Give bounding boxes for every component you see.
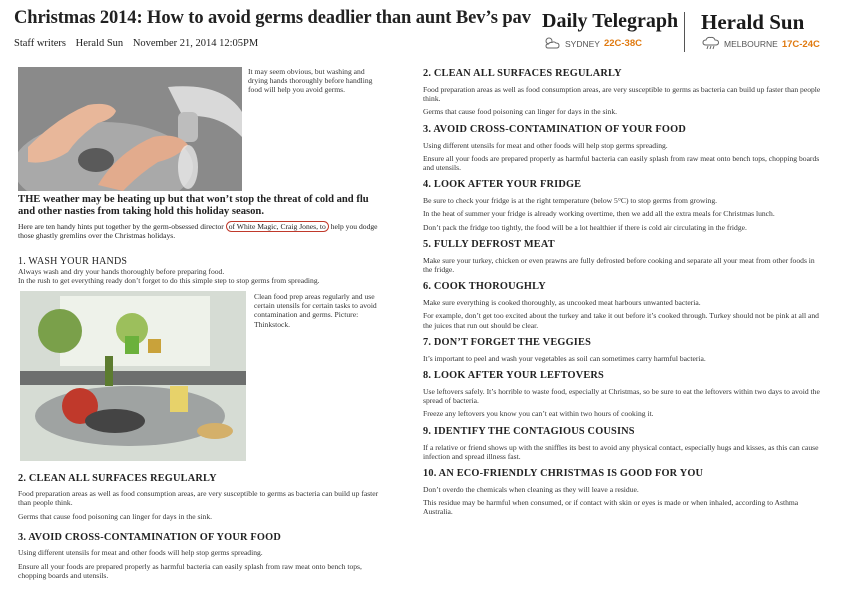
tip-paragraph: Freeze any leftovers you know you can’t eat within two hours of cooking it. bbox=[423, 409, 654, 419]
tip-paragraph: Be sure to check your fridge is at the right temperature (below 5°C) to stop germs from growing. bbox=[423, 196, 718, 206]
melbourne-label: MELBOURNE bbox=[724, 39, 778, 49]
cross-contamination-para-2: Ensure all your foods are prepared properly as harmful bacteria can easily splash from raw meat onto bench tops, chopping boards and utensils. bbox=[18, 562, 362, 581]
rain-cloud-icon bbox=[702, 36, 720, 52]
tip-paragraph: Don’t overdo the chemicals when cleaning as they will leave a residue. bbox=[423, 485, 639, 495]
heading-clean-surfaces: 2. CLEAN ALL SURFACES REGULARLY bbox=[18, 473, 217, 484]
tip-paragraph: Ensure all your foods are prepared properly as harmful bacteria can easily splash from raw meat onto bench tops, chopping boards and utensils. bbox=[423, 153, 820, 173]
tip-section bbox=[423, 239, 823, 274]
tip-heading: 2. CLEAN ALL SURFACES REGULARLY bbox=[423, 68, 622, 79]
tip-paragraph: Don’t pack the fridge too tightly, the food will be a lot healthier if there is cold air circulating in the fridge. bbox=[423, 222, 747, 232]
byline-author: Staff writers bbox=[14, 38, 67, 49]
herald-sun-logo[interactable]: Herald Sun bbox=[701, 10, 805, 34]
tip-section bbox=[423, 281, 823, 330]
tip-paragraph: Germs that cause food poisoning can linger for days in the sink. bbox=[423, 107, 618, 117]
tip-paragraph: Make sure everything is cooked thoroughly, as uncooked meat harbours unwanted bacteria. bbox=[423, 298, 701, 308]
page-title: Christmas 2014: How to avoid germs deadlier than aunt Bev’s pav bbox=[14, 8, 531, 28]
tip-paragraph: Make sure your turkey, chicken or even prawns are fully defrosted before cooking and separate all your meat from other foods in the fridge. bbox=[423, 255, 815, 275]
intro-text-start: Here are ten handy hints put together by the germ-obsessed director bbox=[18, 222, 226, 231]
melbourne-temp: 17C-24C bbox=[781, 38, 820, 50]
tip-paragraph: Use leftovers safely. It’s horrible to waste food, especially at Christmas, so be sure to eat the leftovers within two days to avoid the spread of bacteria. bbox=[423, 387, 820, 406]
intro-text-end: help you dodge those ghastly gremlins over the Christmas holidays. bbox=[18, 222, 378, 241]
tip-section bbox=[423, 370, 823, 419]
sydney-label: SYDNEY bbox=[565, 38, 600, 49]
wash-hands-para-2: In the rush to get everything ready don’t forget to do this simple step to stop germs from spreading. bbox=[18, 276, 320, 285]
tip-paragraph: It’s important to peel and wash your vegetables as soil can sometimes carry harmful bacteria. bbox=[423, 353, 706, 363]
tip-heading: 10. AN ECO-FRIENDLY CHRISTMAS IS GOOD FOR YOU bbox=[423, 468, 704, 480]
tip-section bbox=[423, 337, 823, 363]
intro-paragraph bbox=[18, 222, 388, 241]
clean-surfaces-para-1: Food preparation areas as well as food consumption areas, are very susceptible to germs as bacteria can build up faster than people think. bbox=[18, 489, 379, 508]
sydney-temp: 22C-38C bbox=[603, 38, 642, 49]
sun-cloud-icon bbox=[543, 36, 561, 51]
right-column bbox=[423, 68, 823, 524]
brand-divider bbox=[684, 12, 685, 52]
heading-wash-hands: 1. WASH YOUR HANDS bbox=[18, 256, 128, 267]
tip-paragraph: For example, don’t get too excited about the turkey and take it out before it’s cooked through. Turkey should not be pink at all and the juices that run out should be clear. bbox=[423, 311, 819, 330]
white-magic-highlight: of White Magic, Craig Jones, to bbox=[226, 221, 329, 232]
tip-section bbox=[423, 124, 823, 173]
tip-paragraph: Food preparation areas as well as food consumption areas, are very susceptible to germs as bacteria can build up faster than people think. bbox=[423, 85, 821, 104]
tip-heading: 9. IDENTIFY THE CONTAGIOUS COUSINS bbox=[423, 425, 635, 437]
tip-heading: 8. LOOK AFTER YOUR LEFTOVERS bbox=[423, 370, 604, 382]
weather-melbourne bbox=[702, 36, 820, 52]
byline-publication: Herald Sun bbox=[75, 38, 124, 49]
heading-cross-contamination: 3. AVOID CROSS-CONTAMINATION OF YOUR FOOD bbox=[18, 532, 281, 543]
tip-heading: 7. DON’T FORGET THE VEGGIES bbox=[423, 336, 592, 348]
weather-sydney bbox=[543, 36, 642, 51]
hands-washing-photo bbox=[18, 67, 242, 191]
kitchen-sink-photo bbox=[20, 291, 246, 461]
tip-heading: 4. LOOK AFTER YOUR FRIDGE bbox=[423, 179, 582, 191]
tip-section bbox=[423, 426, 823, 461]
cross-contamination-para-1: Using different utensils for meat and other foods will help stop germs spreading. bbox=[18, 548, 263, 557]
tip-section bbox=[423, 68, 823, 117]
wash-hands-para-1: Always wash and dry your hands thoroughly before preparing food. bbox=[18, 267, 225, 276]
tip-paragraph: Using different utensils for meat and other foods will help stop germs spreading. bbox=[423, 140, 668, 150]
clean-surfaces-para-2: Germs that cause food poisoning can linger for days in the sink. bbox=[18, 512, 213, 521]
tip-section bbox=[423, 468, 823, 517]
tip-heading: 6. COOK THOROUGHLY bbox=[423, 281, 546, 293]
tip-heading: 5. FULLY DEFROST MEAT bbox=[423, 238, 555, 250]
lead-paragraph: THE weather may be heating up but that won’t stop the threat of cold and flu and other nasties from taking hold this holiday season. bbox=[18, 194, 369, 217]
daily-telegraph-logo[interactable]: Daily Telegraph bbox=[542, 10, 679, 32]
tip-paragraph: In the heat of summer your fridge is already working overtime, then we add all the extra meals for Christmas lunch. bbox=[423, 209, 775, 219]
tip-paragraph: This residue may be harmful when consumed, or if contact with skin or eyes is made or when inhaled, according to Asthma Australia. bbox=[423, 498, 799, 517]
tip-section bbox=[423, 179, 823, 232]
byline-date: November 21, 2014 12:05PM bbox=[132, 38, 259, 49]
tip-paragraph: If a relative or friend shows up with the sniffles its best to avoid any physical contact, especially hugs and kisses, as this can cause infection and spread illness fast. bbox=[423, 442, 819, 461]
hands-photo-caption: It may seem obvious, but washing and drying hands thoroughly before handling food will help you avoid germs. bbox=[248, 67, 373, 95]
kitchen-photo-caption: Clean food prep areas regularly and use certain utensils for certain tasks to avoid contamination and germs. Picture: Thinkstock. bbox=[254, 292, 377, 329]
byline bbox=[14, 38, 265, 49]
tip-heading: 3. AVOID CROSS-CONTAMINATION OF YOUR FOOD bbox=[423, 123, 686, 135]
